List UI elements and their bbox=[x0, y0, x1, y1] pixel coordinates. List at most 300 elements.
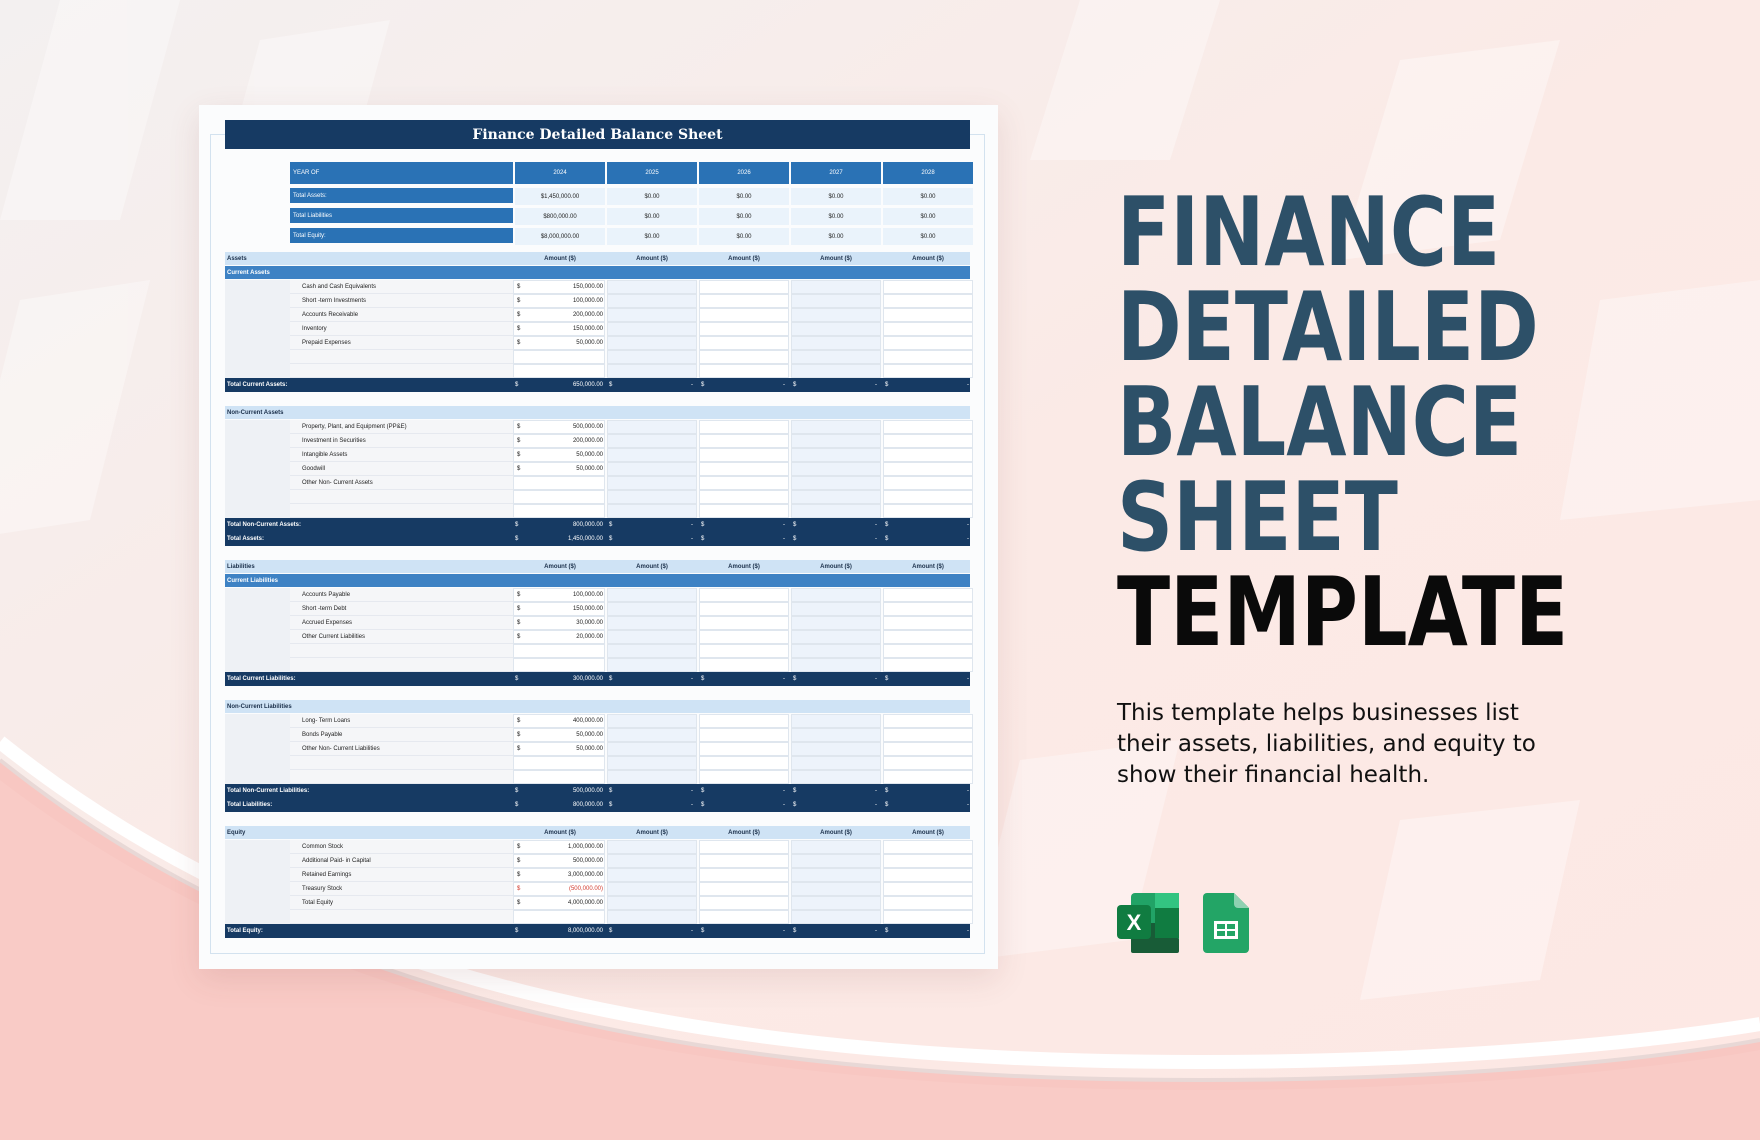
line-item-value: 4,000,000.00 bbox=[567, 900, 603, 906]
sheet-indent-cell bbox=[225, 882, 290, 896]
line-item-label: Treasury Stock bbox=[290, 882, 513, 896]
sheet-indent-cell bbox=[225, 756, 290, 770]
total-row-value: 500,000.00 bbox=[572, 788, 603, 794]
total-row-label: Total Non-Current Liabilities: bbox=[227, 788, 310, 794]
empty-year-cell bbox=[607, 644, 697, 658]
empty-year-cell bbox=[699, 840, 789, 854]
total-row-value: 800,000.00 bbox=[572, 522, 603, 528]
empty-year-cell bbox=[607, 770, 697, 784]
group-header: Non-Current Assets bbox=[225, 406, 970, 419]
total-row-dash: - bbox=[875, 788, 877, 794]
sheet-indent-cell bbox=[225, 868, 290, 882]
empty-year-cell bbox=[791, 504, 881, 518]
total-row-label: Total Current Liabilities: bbox=[227, 676, 296, 682]
empty-year-cell bbox=[607, 280, 697, 294]
empty-year-cell bbox=[791, 840, 881, 854]
empty-year-cell bbox=[883, 602, 973, 616]
line-item-value: 1,000,000.00 bbox=[567, 844, 603, 850]
total-row-dash: - bbox=[967, 676, 969, 682]
empty-year-cell bbox=[607, 910, 697, 924]
summary-value: $0.00 bbox=[883, 208, 973, 225]
currency-symbol: $ bbox=[513, 588, 605, 602]
group-header: Current Liabilities bbox=[225, 574, 970, 587]
currency-symbol: $ bbox=[885, 928, 889, 934]
empty-year-cell bbox=[791, 742, 881, 756]
sheet-title: Finance Detailed Balance Sheet bbox=[225, 120, 970, 149]
total-row-label: Total Current Assets: bbox=[227, 382, 288, 388]
empty-year-cell bbox=[607, 630, 697, 644]
empty-year-cell bbox=[883, 350, 973, 364]
empty-year-cell bbox=[607, 490, 697, 504]
empty-year-cell bbox=[699, 462, 789, 476]
empty-year-cell bbox=[883, 854, 973, 868]
empty-year-cell bbox=[791, 644, 881, 658]
amount-column-header: Amount ($) bbox=[728, 829, 760, 836]
empty-year-cell bbox=[791, 602, 881, 616]
currency-symbol: $ bbox=[515, 928, 519, 934]
sheet-indent-cell bbox=[225, 602, 290, 616]
total-row-dash: - bbox=[691, 788, 693, 794]
empty-year-cell bbox=[607, 854, 697, 868]
currency-symbol: $ bbox=[701, 802, 705, 808]
empty-year-cell bbox=[791, 420, 881, 434]
line-item-label bbox=[290, 350, 513, 364]
sheet-indent-cell bbox=[225, 742, 290, 756]
currency-symbol: $ bbox=[701, 676, 705, 682]
empty-year-cell bbox=[699, 742, 789, 756]
total-row-value: 8,000,000.00 bbox=[567, 928, 603, 934]
empty-year-cell bbox=[883, 322, 973, 336]
line-item-value bbox=[535, 350, 603, 364]
empty-year-cell bbox=[791, 868, 881, 882]
headline-line-1: FINANCE bbox=[1117, 178, 1501, 288]
empty-year-cell bbox=[607, 448, 697, 462]
empty-year-cell bbox=[607, 308, 697, 322]
sheet-indent-cell bbox=[225, 910, 290, 924]
summary-value: $0.00 bbox=[607, 208, 697, 225]
amount-column-header: Amount ($) bbox=[912, 255, 944, 262]
currency-symbol: $ bbox=[609, 382, 613, 388]
summary-value: $8,000,000.00 bbox=[515, 228, 605, 245]
sheet-indent-cell bbox=[225, 420, 290, 434]
summary-row-label: Total Liabilities bbox=[290, 208, 513, 223]
empty-year-cell bbox=[607, 616, 697, 630]
currency-symbol: $ bbox=[515, 536, 519, 542]
amount-column-header: Amount ($) bbox=[820, 563, 852, 570]
total-row-dash: - bbox=[875, 676, 877, 682]
currency-symbol: $ bbox=[513, 420, 605, 434]
summary-value: $0.00 bbox=[699, 208, 789, 225]
total-row-dash: - bbox=[875, 382, 877, 388]
summary-value: $0.00 bbox=[883, 228, 973, 245]
empty-year-cell bbox=[699, 350, 789, 364]
line-item-value: 50,000.00 bbox=[576, 732, 603, 738]
empty-year-cell bbox=[791, 336, 881, 350]
currency-symbol: $ bbox=[885, 522, 889, 528]
currency-symbol: $ bbox=[513, 434, 605, 448]
currency-symbol: $ bbox=[793, 536, 797, 542]
line-item-label bbox=[290, 644, 513, 658]
summary-value: $1,450,000.00 bbox=[515, 188, 605, 205]
empty-year-cell bbox=[699, 896, 789, 910]
line-item-value bbox=[535, 910, 603, 924]
amount-column-header: Amount ($) bbox=[820, 829, 852, 836]
sheet-indent-cell bbox=[225, 322, 290, 336]
amount-column-header: Amount ($) bbox=[636, 255, 668, 262]
line-item-value bbox=[535, 504, 603, 518]
sheet-indent-cell bbox=[225, 434, 290, 448]
line-item-value: (500,000.00) bbox=[568, 886, 603, 892]
amount-column-header: Amount ($) bbox=[728, 563, 760, 570]
empty-year-cell bbox=[699, 294, 789, 308]
sheet-indent-cell bbox=[225, 630, 290, 644]
empty-year-cell bbox=[883, 630, 973, 644]
line-item-label: Inventory bbox=[290, 322, 513, 336]
line-item-label: Intangible Assets bbox=[290, 448, 513, 462]
empty-year-cell bbox=[607, 658, 697, 672]
empty-year-cell bbox=[607, 602, 697, 616]
empty-year-cell bbox=[699, 630, 789, 644]
currency-symbol: $ bbox=[609, 928, 613, 934]
sheet-indent-cell bbox=[225, 854, 290, 868]
line-item-label bbox=[290, 658, 513, 672]
currency-symbol: $ bbox=[513, 728, 605, 742]
currency-symbol: $ bbox=[609, 676, 613, 682]
line-item-value: 200,000.00 bbox=[572, 312, 603, 318]
currency-symbol: $ bbox=[793, 788, 797, 794]
currency-symbol: $ bbox=[515, 802, 519, 808]
empty-year-cell bbox=[699, 616, 789, 630]
group-header: Current Assets bbox=[225, 266, 970, 279]
line-item-label: Goodwill bbox=[290, 462, 513, 476]
summary-row-label: Total Equity: bbox=[290, 228, 513, 243]
currency-symbol: $ bbox=[609, 802, 613, 808]
line-item-value: 100,000.00 bbox=[572, 592, 603, 598]
amount-column-header: Amount ($) bbox=[544, 829, 576, 836]
summary-header-label: YEAR OF bbox=[290, 162, 513, 184]
total-row-dash: - bbox=[967, 522, 969, 528]
total-row-value: 1,450,000.00 bbox=[567, 536, 603, 542]
empty-year-cell bbox=[791, 616, 881, 630]
currency-symbol: $ bbox=[513, 630, 605, 644]
svg-text:X: X bbox=[1126, 910, 1142, 935]
line-item-value: 400,000.00 bbox=[572, 718, 603, 724]
empty-year-cell bbox=[791, 434, 881, 448]
empty-year-cell bbox=[607, 868, 697, 882]
empty-year-cell bbox=[607, 728, 697, 742]
line-item-label: Other Non- Current Liabilities bbox=[290, 742, 513, 756]
total-row-dash: - bbox=[783, 802, 785, 808]
empty-year-cell bbox=[699, 658, 789, 672]
summary-year-header: 2025 bbox=[607, 162, 697, 184]
description: This template helps businesses list their assets, liabilities, and equity to show their financial health. bbox=[1117, 700, 1536, 788]
total-row-dash: - bbox=[875, 536, 877, 542]
currency-symbol: $ bbox=[515, 676, 519, 682]
currency-symbol: $ bbox=[513, 336, 605, 350]
line-item-value: 500,000.00 bbox=[572, 424, 603, 430]
empty-year-cell bbox=[791, 756, 881, 770]
empty-year-cell bbox=[699, 770, 789, 784]
empty-year-cell bbox=[791, 308, 881, 322]
currency-symbol: $ bbox=[513, 448, 605, 462]
empty-year-cell bbox=[699, 854, 789, 868]
currency-symbol: $ bbox=[885, 802, 889, 808]
currency-symbol: $ bbox=[609, 536, 613, 542]
empty-year-cell bbox=[607, 434, 697, 448]
total-row-dash: - bbox=[783, 382, 785, 388]
currency-symbol: $ bbox=[701, 536, 705, 542]
line-item-value bbox=[535, 770, 603, 784]
currency-symbol: $ bbox=[701, 788, 705, 794]
empty-year-cell bbox=[883, 504, 973, 518]
empty-year-cell bbox=[883, 308, 973, 322]
currency-symbol: $ bbox=[885, 788, 889, 794]
empty-year-cell bbox=[699, 714, 789, 728]
empty-year-cell bbox=[699, 364, 789, 378]
total-row-value: 650,000.00 bbox=[572, 382, 603, 388]
empty-year-cell bbox=[699, 868, 789, 882]
empty-year-cell bbox=[699, 728, 789, 742]
line-item-value bbox=[535, 756, 603, 770]
line-item-value: 20,000.00 bbox=[576, 634, 603, 640]
empty-year-cell bbox=[699, 644, 789, 658]
sheet-indent-cell bbox=[225, 280, 290, 294]
total-row-dash: - bbox=[967, 788, 969, 794]
currency-symbol: $ bbox=[513, 868, 605, 882]
line-item-value: 100,000.00 bbox=[572, 298, 603, 304]
empty-year-cell bbox=[791, 588, 881, 602]
amount-column-header: Amount ($) bbox=[912, 563, 944, 570]
currency-symbol: $ bbox=[513, 602, 605, 616]
currency-symbol: $ bbox=[513, 840, 605, 854]
currency-symbol: $ bbox=[513, 714, 605, 728]
total-row-dash: - bbox=[875, 928, 877, 934]
empty-year-cell bbox=[883, 434, 973, 448]
empty-year-cell bbox=[791, 462, 881, 476]
empty-year-cell bbox=[607, 588, 697, 602]
line-item-label: Short -term Debt bbox=[290, 602, 513, 616]
total-row-label: Total Equity: bbox=[227, 928, 263, 934]
summary-value: $0.00 bbox=[883, 188, 973, 205]
empty-year-cell bbox=[607, 294, 697, 308]
summary-value: $0.00 bbox=[791, 208, 881, 225]
line-item-value bbox=[535, 644, 603, 658]
total-row-dash: - bbox=[691, 522, 693, 528]
headline-line-2: DETAILED bbox=[1117, 273, 1539, 383]
empty-year-cell bbox=[883, 490, 973, 504]
total-row-dash: - bbox=[783, 928, 785, 934]
total-row-dash: - bbox=[783, 788, 785, 794]
empty-year-cell bbox=[699, 490, 789, 504]
summary-value: $0.00 bbox=[791, 188, 881, 205]
empty-year-cell bbox=[883, 364, 973, 378]
empty-year-cell bbox=[791, 854, 881, 868]
empty-year-cell bbox=[791, 728, 881, 742]
sheet-indent-cell bbox=[225, 770, 290, 784]
amount-column-header: Amount ($) bbox=[636, 829, 668, 836]
summary-value: $0.00 bbox=[699, 228, 789, 245]
google-sheets-icon bbox=[1203, 893, 1249, 953]
currency-symbol: $ bbox=[515, 788, 519, 794]
sheet-indent-cell bbox=[225, 308, 290, 322]
line-item-label: Short -term Investments bbox=[290, 294, 513, 308]
sheet-indent-cell bbox=[225, 504, 290, 518]
sheet-indent-cell bbox=[225, 294, 290, 308]
empty-year-cell bbox=[791, 658, 881, 672]
line-item-label bbox=[290, 770, 513, 784]
headline-line-4: SHEET bbox=[1117, 463, 1398, 573]
empty-year-cell bbox=[699, 308, 789, 322]
empty-year-cell bbox=[791, 882, 881, 896]
currency-symbol: $ bbox=[515, 522, 519, 528]
line-item-value bbox=[535, 658, 603, 672]
empty-year-cell bbox=[791, 350, 881, 364]
section-title: Equity bbox=[227, 829, 246, 836]
line-item-label: Investment in Securities bbox=[290, 434, 513, 448]
empty-year-cell bbox=[883, 588, 973, 602]
sheet-indent-cell bbox=[225, 896, 290, 910]
currency-symbol: $ bbox=[513, 742, 605, 756]
empty-year-cell bbox=[699, 504, 789, 518]
line-item-label: Other Current Liabilities bbox=[290, 630, 513, 644]
excel-icon bbox=[1117, 893, 1179, 953]
empty-year-cell bbox=[883, 280, 973, 294]
empty-year-cell bbox=[883, 728, 973, 742]
sheet-indent-cell bbox=[225, 350, 290, 364]
line-item-label: Accounts Receivable bbox=[290, 308, 513, 322]
total-row-dash: - bbox=[967, 802, 969, 808]
line-item-value: 50,000.00 bbox=[576, 340, 603, 346]
empty-year-cell bbox=[883, 658, 973, 672]
line-item-label: Bonds Payable bbox=[290, 728, 513, 742]
sheet-indent-cell bbox=[225, 364, 290, 378]
line-item-label: Prepaid Expenses bbox=[290, 336, 513, 350]
headline-line-3: BALANCE bbox=[1117, 368, 1523, 478]
summary-year-header: 2026 bbox=[699, 162, 789, 184]
empty-year-cell bbox=[699, 588, 789, 602]
sheet-indent-cell bbox=[225, 588, 290, 602]
currency-symbol: $ bbox=[513, 896, 605, 910]
line-item-label: Long- Term Loans bbox=[290, 714, 513, 728]
currency-symbol: $ bbox=[701, 382, 705, 388]
empty-year-cell bbox=[883, 294, 973, 308]
line-item-label: Retained Earnings bbox=[290, 868, 513, 882]
sheet-indent-cell bbox=[225, 448, 290, 462]
empty-year-cell bbox=[607, 882, 697, 896]
currency-symbol: $ bbox=[701, 522, 705, 528]
currency-symbol: $ bbox=[513, 616, 605, 630]
summary-value: $800,000.00 bbox=[515, 208, 605, 225]
total-row-label: Total Liabilities: bbox=[227, 802, 273, 808]
empty-year-cell bbox=[883, 882, 973, 896]
currency-symbol: $ bbox=[513, 322, 605, 336]
empty-year-cell bbox=[699, 336, 789, 350]
group-header: Non-Current Liabilities bbox=[225, 700, 970, 713]
line-item-label: Other Non- Current Assets bbox=[290, 476, 513, 490]
currency-symbol: $ bbox=[515, 382, 519, 388]
currency-symbol: $ bbox=[513, 280, 605, 294]
empty-year-cell bbox=[699, 448, 789, 462]
line-item-label: Cash and Cash Equivalents bbox=[290, 280, 513, 294]
section-title: Assets bbox=[227, 255, 247, 262]
empty-year-cell bbox=[791, 294, 881, 308]
empty-year-cell bbox=[699, 322, 789, 336]
line-item-label bbox=[290, 490, 513, 504]
empty-year-cell bbox=[607, 840, 697, 854]
total-row-dash: - bbox=[691, 802, 693, 808]
empty-year-cell bbox=[607, 896, 697, 910]
total-row-dash: - bbox=[691, 676, 693, 682]
empty-year-cell bbox=[607, 476, 697, 490]
spreadsheet-preview bbox=[199, 105, 998, 969]
sheet-indent-cell bbox=[225, 644, 290, 658]
total-row-value: 800,000.00 bbox=[572, 802, 603, 808]
summary-value: $0.00 bbox=[699, 188, 789, 205]
empty-year-cell bbox=[699, 756, 789, 770]
total-row-dash: - bbox=[691, 928, 693, 934]
currency-symbol: $ bbox=[513, 462, 605, 476]
summary-value: $0.00 bbox=[791, 228, 881, 245]
total-row-dash: - bbox=[875, 522, 877, 528]
sheet-indent-cell bbox=[225, 462, 290, 476]
line-item-label: Total Equity bbox=[290, 896, 513, 910]
sheet-indent-cell bbox=[225, 336, 290, 350]
empty-year-cell bbox=[699, 420, 789, 434]
empty-year-cell bbox=[791, 910, 881, 924]
summary-year-header: 2024 bbox=[515, 162, 605, 184]
empty-year-cell bbox=[883, 840, 973, 854]
empty-year-cell bbox=[791, 476, 881, 490]
sheet-indent-cell bbox=[225, 476, 290, 490]
amount-column-header: Amount ($) bbox=[728, 255, 760, 262]
line-item-value: 150,000.00 bbox=[572, 326, 603, 332]
line-item-label bbox=[290, 910, 513, 924]
currency-symbol: $ bbox=[793, 676, 797, 682]
empty-year-cell bbox=[883, 868, 973, 882]
currency-symbol: $ bbox=[793, 522, 797, 528]
currency-symbol: $ bbox=[793, 382, 797, 388]
currency-symbol: $ bbox=[885, 382, 889, 388]
sheet-indent-cell bbox=[225, 616, 290, 630]
total-row-dash: - bbox=[783, 522, 785, 528]
summary-row-label: Total Assets: bbox=[290, 188, 513, 203]
empty-year-cell bbox=[883, 756, 973, 770]
currency-symbol: $ bbox=[793, 928, 797, 934]
empty-year-cell bbox=[699, 434, 789, 448]
empty-year-cell bbox=[607, 420, 697, 434]
empty-year-cell bbox=[791, 770, 881, 784]
line-item-label: Property, Plant, and Equipment (PP&E) bbox=[290, 420, 513, 434]
line-item-value: 200,000.00 bbox=[572, 438, 603, 444]
empty-year-cell bbox=[699, 602, 789, 616]
headline-line-5: TEMPLATE bbox=[1117, 558, 1569, 668]
total-row-dash: - bbox=[691, 382, 693, 388]
empty-year-cell bbox=[699, 280, 789, 294]
line-item-value: 50,000.00 bbox=[576, 746, 603, 752]
total-row-label: Total Non-Current Assets: bbox=[227, 522, 302, 528]
summary-year-header: 2028 bbox=[883, 162, 973, 184]
total-row-label: Total Assets: bbox=[227, 536, 265, 542]
currency-symbol: $ bbox=[513, 308, 605, 322]
currency-symbol: $ bbox=[701, 928, 705, 934]
empty-year-cell bbox=[791, 490, 881, 504]
empty-year-cell bbox=[883, 910, 973, 924]
summary-year-header: 2027 bbox=[791, 162, 881, 184]
empty-year-cell bbox=[607, 322, 697, 336]
currency-symbol: $ bbox=[793, 802, 797, 808]
line-item-label bbox=[290, 364, 513, 378]
line-item-value bbox=[535, 476, 603, 490]
